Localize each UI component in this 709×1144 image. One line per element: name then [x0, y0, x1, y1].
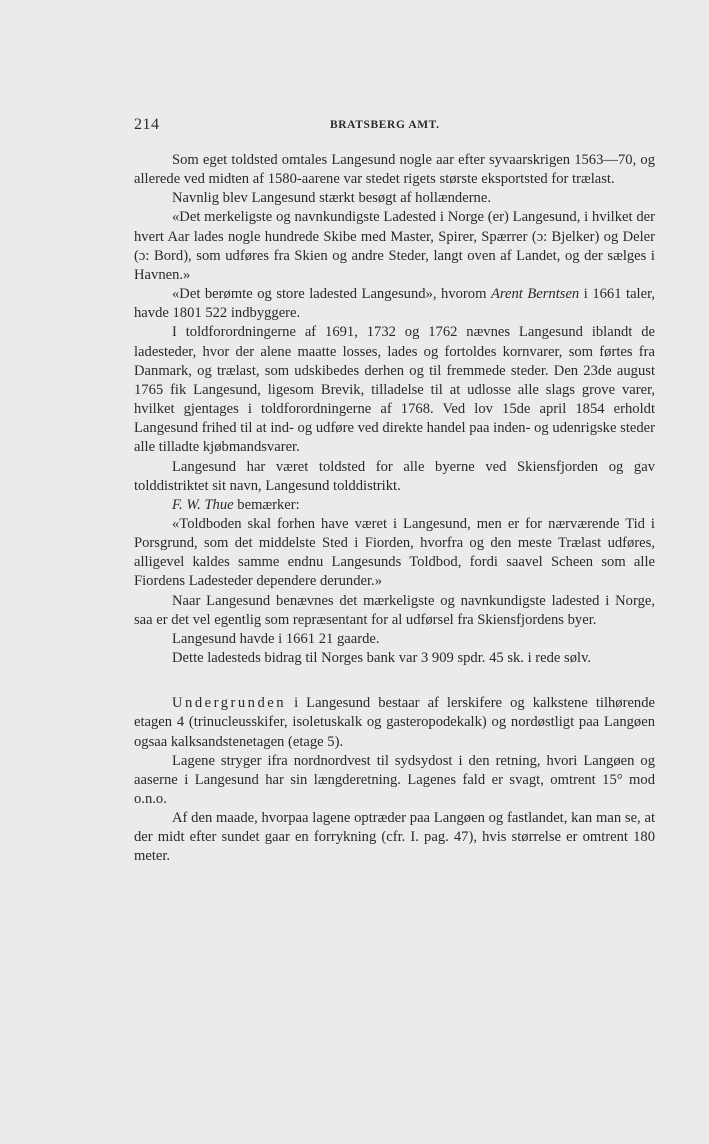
- paragraph-4: [134, 285, 655, 323]
- page-header: [134, 116, 654, 138]
- paragraph-2: Navnlig blev Langesund stærkt besøgt af hollænderne.: [172, 190, 491, 207]
- paragraph-3: «Det merkeligste og navnkundigste Ladested i Norge (er) Langesund, i hvilket der hvert Aar lades nogle hundrede Skibe med Master, Spirer, Spærrer (ɔ: Bjelker) og Deler (ɔ: Bord), som udføres fra Skien og andre Steder, langt oven af Landet, og der sælges i Havnen.»: [134, 209, 655, 283]
- paragraph-12-text: i Langesund bestaar af lerskifere og kalkstene tilhørende etagen 4 (trinucleusskifer, isoletuskalk og gasteropodekalk) og nordøstligt paa Langøen ogsaa kalksandstenetagen (etage 5).: [134, 695, 655, 750]
- running-head: BRATSBERG AMT.: [330, 119, 440, 131]
- paragraph-1: Som eget toldsted omtales Langesund nogle aar efter syvaarskrigen 1563—70, og allerede ved midten af 1580-aarene var stedet rigets største eksportsted for trælast.: [134, 152, 655, 188]
- paragraph-4-text-a: «Det berømte og store ladested Langesund», hvorom: [172, 286, 491, 303]
- author-name: F. W. Thue: [172, 496, 234, 513]
- paragraph-11: Dette ladesteds bidrag til Norges bank var 3 909 spdr. 45 sk. i rede sølv.: [172, 650, 592, 667]
- spaced-term: Undergrunden: [172, 695, 287, 712]
- paragraph-4-text-b: i 1661 taler, havde 1801 522 indbyggere.: [134, 286, 656, 322]
- paragraph-14: Af den maade, hvorpaa lagene optræder paa Langøen og fastlandet, kan man se, at der midt efter sundet gaar en forrykning (cfr. I. pag. 47), hvis størrelse er omtrent 180 meter.: [134, 810, 655, 865]
- paragraph-13: Lagene stryger ifra nordnordvest til sydsydost i den retning, hvori Langøen og aaserne i Langesund har sin længderetning. Lagenes fald er svagt, omtrent 15° mod o.n.o.: [134, 752, 655, 807]
- paragraph-7: [134, 496, 655, 515]
- page-number: 214: [134, 116, 160, 133]
- author-name: Arent Berntsen: [490, 286, 580, 303]
- paragraph-6: Langesund har været toldsted for alle byerne ved Skiensfjorden og gav tolddistriktet sit navn, Langesund tolddistrikt.: [134, 458, 655, 494]
- paragraph-12: [134, 694, 655, 751]
- paragraph-9: Naar Langesund benævnes det mærkeligste og navnkundigste ladested i Norge, saa er det vel egentlig som repræsentant for al udførsel fra Skiensfjordens byer.: [134, 592, 655, 628]
- paragraph-7-text: bemærker:: [233, 496, 300, 513]
- paragraph-10: Langesund havde i 1661 21 gaarde.: [172, 630, 380, 647]
- paragraph-8: «Toldboden skal forhen have været i Langesund, men er for nærværende Tid i Porsgrund, som det middelste Sted i Fiorden, hvorfra og den meste Trælast udføres, alligevel kaldes samme endnu Langesunds Toldbod, fordi saavel Scheen som alle Fiordens Ladesteder dependere derunder.»: [134, 515, 655, 590]
- body-text: [134, 151, 655, 867]
- paragraph-5: I toldforordningerne af 1691, 1732 og 1762 nævnes Langesund iblandt de ladesteder, hvor der alene maatte losses, lades og fortoldes kornvarer, som førtes fra Danmark, og trælast, som udskibedes derhen og til fremmede steder. Den 23de august 1765 fik Langesund, ligesom Brevik, tilladelse til at udlosse alle slags grove varer, hvilket gjentages i toldforordningerne af 1768. Ved lov 15de april 1854 erholdt Langesund frihed til at ind- og udføre ved direkte handel paa inden- og udenrigske steder alle tilladte kjøbmandsvarer.: [134, 324, 655, 456]
